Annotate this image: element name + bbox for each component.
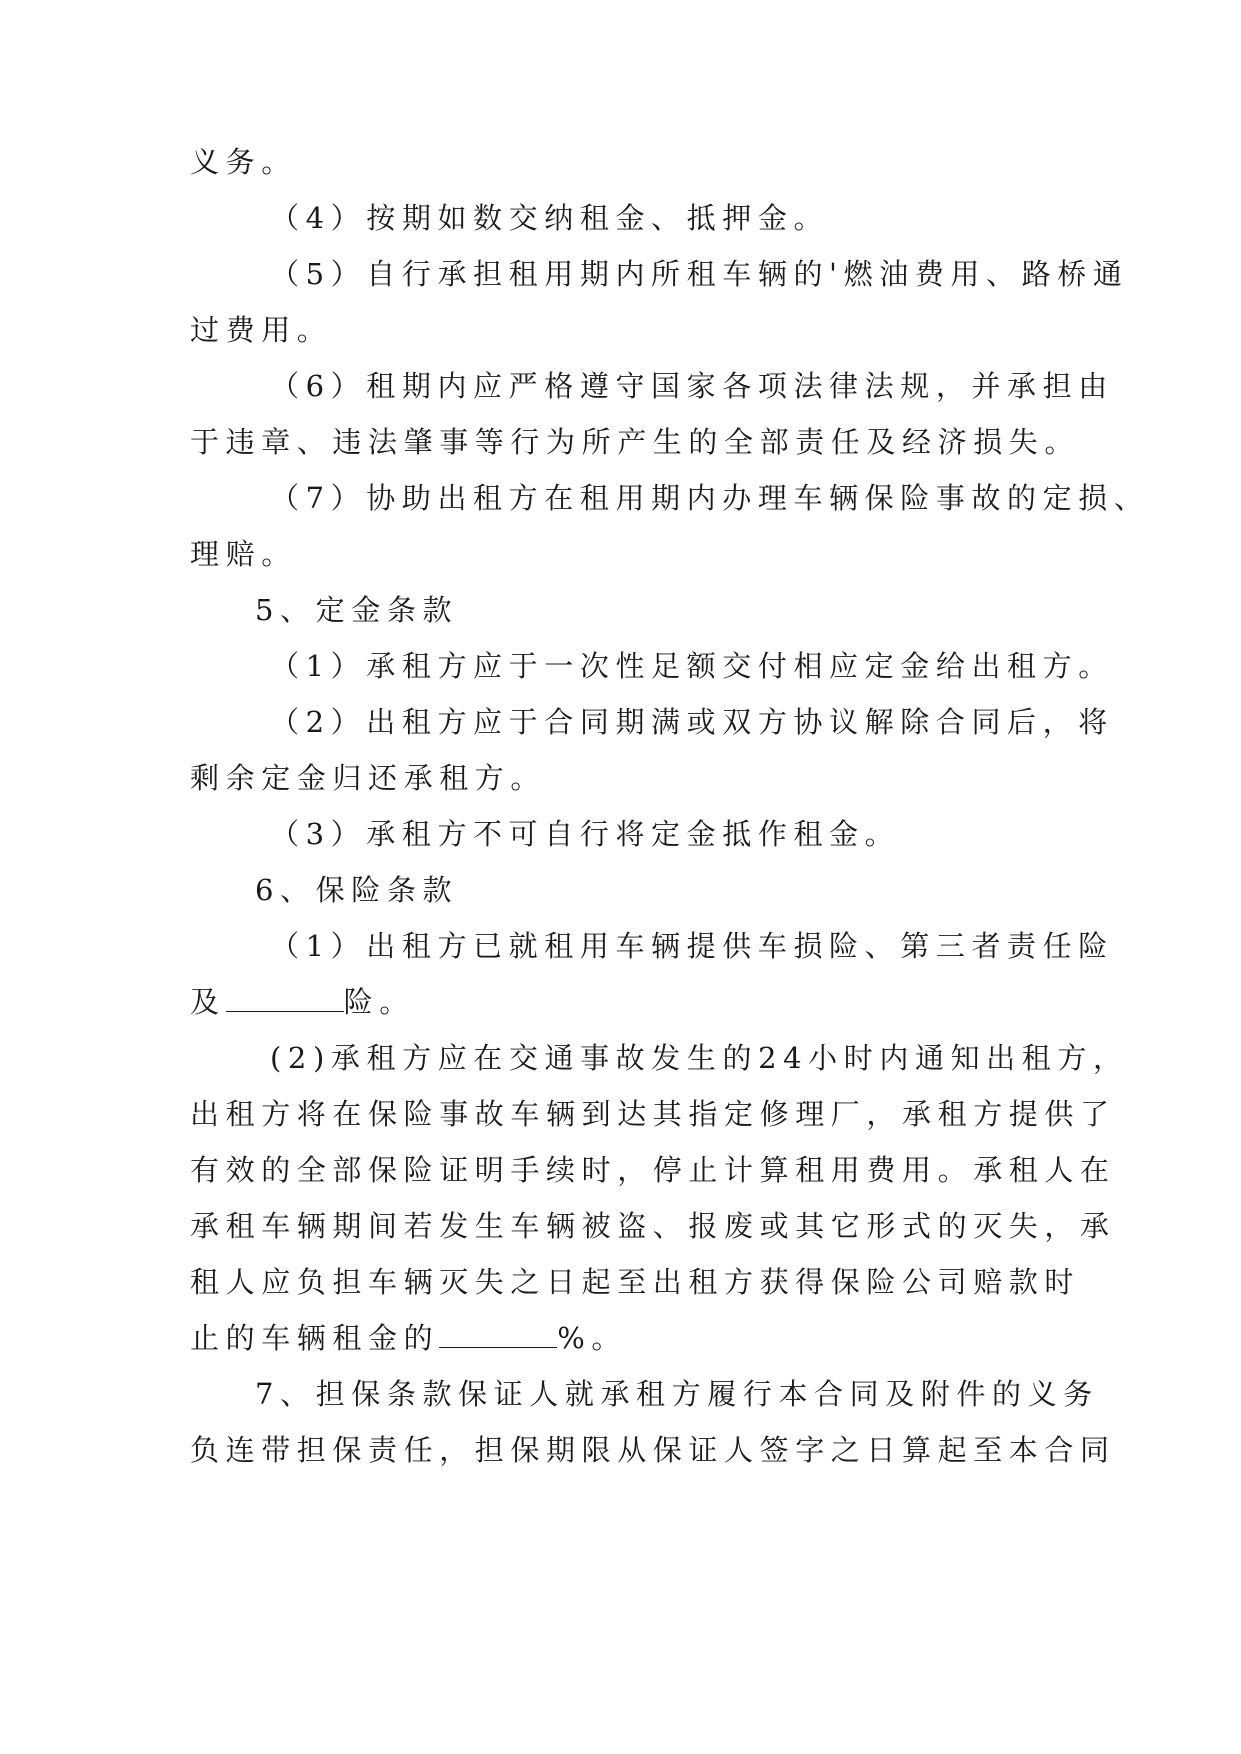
text-line [270, 366, 1114, 406]
text-span: 租人应负担车辆灭失之日起至出租方获得保险公司赔款时 [190, 1265, 1081, 1299]
section-heading [255, 870, 458, 910]
text-span: 承租车辆期间若发生车辆被盗、报废或其它形式的灭失，承 [190, 1209, 1116, 1243]
text-span: （2）出租方应于合同期满或双方协议解除合同后，将 [270, 705, 1114, 739]
text-line [270, 646, 1114, 686]
text-line [190, 1150, 1116, 1190]
text-line [190, 534, 297, 574]
text-span: （5）自行承担租用期内所租车辆的'燃油费用、路桥通 [270, 257, 1129, 291]
fill-in-blank [226, 985, 344, 1012]
text-line [270, 926, 1114, 966]
text-span: (2)承租方应在交通事故发生的24小时内通知出租方， [270, 1041, 1129, 1075]
text-span: 及 [190, 985, 226, 1019]
text-line [190, 142, 297, 182]
text-span: %。 [557, 1321, 627, 1355]
section-heading [255, 590, 458, 630]
text-line [255, 1374, 1099, 1414]
text-line [190, 1094, 1116, 1134]
text-span: （7）协助出租方在租用期内办理车辆保险事故的定损、 [270, 481, 1150, 515]
text-span: 5、定金条款 [255, 593, 459, 627]
text-span: 出租方将在保险事故车辆到达其指定修理厂，承租方提供了 [190, 1097, 1116, 1131]
text-line [190, 310, 332, 350]
text-span: 剩余定金归还承租方。 [190, 761, 547, 795]
text-line [190, 758, 546, 798]
text-line [270, 478, 1149, 518]
text-span: 负连带担保责任，担保期限从保证人签字之日算起至本合同 [190, 1433, 1116, 1467]
text-line [190, 1206, 1116, 1246]
text-line [190, 1430, 1116, 1470]
text-span: 理赔。 [190, 537, 297, 571]
text-line [270, 254, 1128, 294]
text-span: （4）按期如数交纳租金、抵押金。 [270, 201, 830, 235]
text-line [190, 1318, 627, 1358]
text-span: 过费用。 [190, 313, 333, 347]
text-span: 义务。 [190, 145, 297, 179]
text-span: 止的车辆租金的 [190, 1321, 440, 1355]
text-span: 7、担保条款保证人就承租方履行本合同及附件的义务 [255, 1377, 1099, 1411]
text-span: 6、保险条款 [255, 873, 459, 907]
text-line [190, 982, 415, 1022]
text-span: （1）出租方已就租用车辆提供车损险、第三者责任险 [270, 929, 1114, 963]
text-span: 险。 [343, 985, 415, 1019]
text-line [270, 702, 1114, 742]
text-line [190, 422, 1080, 462]
text-line [270, 1038, 1129, 1078]
text-span: 于违章、违法肇事等行为所产生的全部责任及经济损失。 [190, 425, 1081, 459]
text-span: 有效的全部保险证明手续时，停止计算租用费用。承租人在 [190, 1153, 1116, 1187]
text-line [190, 1262, 1080, 1302]
text-span: （1）承租方应于一次性足额交付相应定金给出租方。 [270, 649, 1114, 683]
text-line [270, 198, 829, 238]
text-span: （3）承租方不可自行将定金抵作租金。 [270, 817, 901, 851]
text-span: （6）租期内应严格遵守国家各项法律法规，并承担由 [270, 369, 1114, 403]
fill-in-blank [439, 1321, 557, 1348]
text-line [270, 814, 900, 854]
